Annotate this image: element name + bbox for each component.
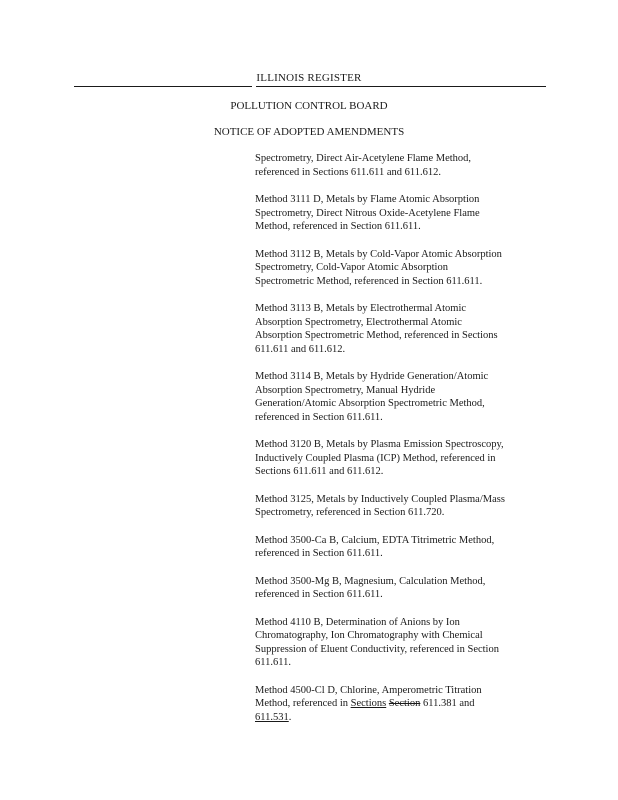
- board-title: POLLUTION CONTROL BOARD: [230, 100, 388, 112]
- register-title: ILLINOIS REGISTER: [256, 72, 362, 84]
- entry-line: [255, 711, 555, 725]
- notice-title: NOTICE OF ADOPTED AMENDMENTS: [213, 126, 405, 138]
- method-list: [255, 152, 555, 738]
- entry-line: [255, 697, 555, 711]
- method-entry: [255, 152, 555, 179]
- method-entry: [255, 248, 555, 289]
- entry-line: 611.611 and 611.612.: [255, 343, 346, 355]
- method-entry: [255, 534, 555, 561]
- entry-line: Chromatography, Ion Chromatography with Chemical: [255, 630, 483, 641]
- entry-line: Method 3111 D, Metals by Flame Atomic Absorption: [255, 194, 480, 205]
- header-rule-right: [256, 86, 546, 87]
- method-entry: [255, 575, 555, 602]
- inserted-text: Sections: [350, 698, 387, 709]
- entry-line: Sections 611.611 and 611.612.: [255, 466, 384, 477]
- entry-line: referenced in Sections 611.611 and 611.612.: [255, 166, 442, 178]
- method-entry: [255, 438, 555, 479]
- entry-line: Method 3114 B, Metals by Hydride Generation/Atomic: [255, 371, 489, 382]
- entry-line: Method 3120 B, Metals by Plasma Emission Spectroscopy,: [255, 439, 504, 450]
- entry-line: referenced in Section 611.611.: [255, 548, 383, 559]
- entry-line: Spectrometry, Cold-Vapor Atomic Absorption: [255, 262, 448, 273]
- method-entry-last: [255, 684, 555, 725]
- entry-line: Spectrometry, Direct Air-Acetylene Flame Method,: [255, 153, 472, 164]
- entry-line: Method 4110 B, Determination of Anions by Ion: [255, 616, 460, 628]
- entry-line: Spectrometry, Direct Nitrous Oxide-Acetylene Flame: [255, 207, 480, 219]
- header-rule-left: [74, 86, 252, 87]
- method-entry: [255, 370, 555, 424]
- entry-line: referenced in Section 611.611.: [255, 411, 383, 423]
- entry-line: Method 4500-Cl D, Chlorine, Amperometric Titration: [255, 684, 482, 696]
- entry-line: 611.611.: [255, 657, 291, 668]
- entry-line: Suppression of Eluent Conductivity, referenced in Section: [255, 643, 499, 655]
- entry-line: Method 3113 B, Metals by Electrothermal Atomic: [255, 303, 467, 314]
- entry-line: Method 3500-Ca B, Calcium, EDTA Titrimetric Method,: [255, 534, 495, 546]
- entry-line: Spectrometric Method, referenced in Section 611.611.: [255, 275, 483, 287]
- entry-line: Method 3500-Mg B, Magnesium, Calculation Method,: [255, 575, 486, 587]
- entry-line: Absorption Spectrometry, Electrothermal Atomic: [255, 316, 462, 328]
- method-entry: [255, 493, 555, 520]
- inserted-text: 611.531: [255, 711, 289, 723]
- entry-line: referenced in Section 611.611.: [255, 589, 383, 600]
- entry-line: Inductively Coupled Plasma (ICP) Method, referenced in: [255, 452, 496, 464]
- entry-line: Method, referenced in Section 611.611.: [255, 221, 421, 232]
- method-entry: [255, 302, 555, 356]
- entry-line: Generation/Atomic Absorption Spectrometric Method,: [255, 398, 485, 409]
- deleted-text: Section: [388, 698, 421, 709]
- entry-line: Method 3112 B, Metals by Cold-Vapor Atomic Absorption: [255, 248, 502, 260]
- entry-text: .: [288, 711, 292, 723]
- entry-line: Absorption Spectrometric Method, referenced in Sections: [255, 330, 498, 341]
- method-entry: [255, 193, 555, 234]
- entry-text: Method, referenced in: [255, 698, 351, 709]
- entry-line: Spectrometry, referenced in Section 611.720.: [255, 507, 445, 518]
- entry-line: Method 3125, Metals by Inductively Coupled Plasma/Mass: [255, 493, 505, 505]
- entry-text: 611.381 and: [420, 698, 475, 709]
- entry-line: Absorption Spectrometry, Manual Hydride: [255, 384, 436, 396]
- method-entry: [255, 616, 555, 670]
